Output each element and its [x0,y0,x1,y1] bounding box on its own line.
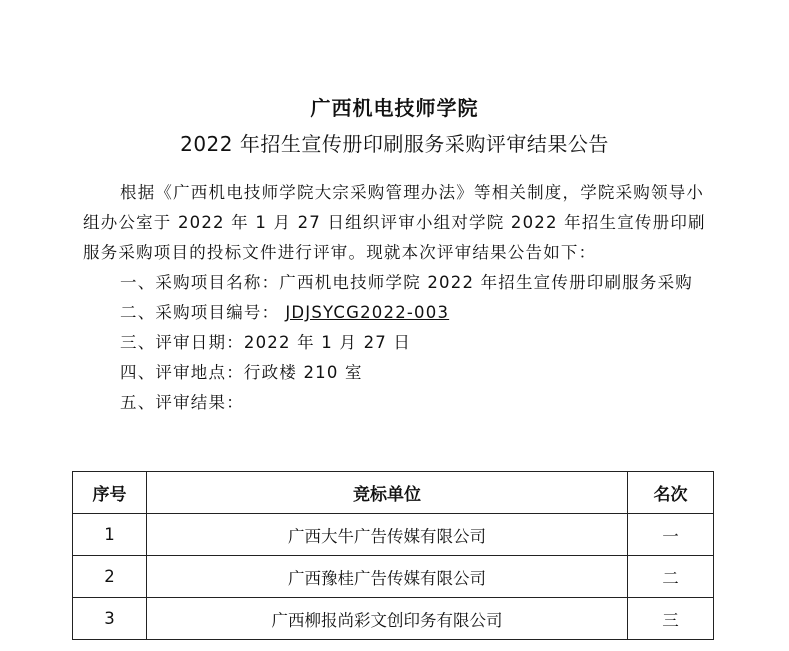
review-result-item: 五、评审结果： [120,393,244,412]
intro-paragraph: 根据《广西机电技师学院大宗采购管理办法》等相关制度，学院采购领导小组办公室于 2022 年 1 月 27 日组织评审小组对学院 2022 年招生宣传册印刷服务采购项目的投标文件进行评审。现就本次评审结果公告如下： [83,183,706,262]
header-rank: 名次 [628,472,714,514]
row-rank: 三 [628,598,714,640]
project-number-value: JDJSYCG2022-003 [285,303,450,322]
document-body [83,178,713,418]
results-table [72,471,714,640]
project-number-item [83,298,713,328]
table-row [73,556,714,598]
document-subtitle: 2022 年招生宣传册印刷服务采购评审结果公告 [180,132,609,156]
header-bidder: 竞标单位 [147,472,628,514]
row-bidder: 广西柳报尚彩文创印务有限公司 [147,598,628,640]
project-name-item: 一、采购项目名称：广西机电技师学院 2022 年招生宣传册印刷服务采购 [120,273,693,292]
row-bidder: 广西豫桂广告传媒有限公司 [147,556,628,598]
review-date-item: 三、评审日期：2022 年 1 月 27 日 [120,333,412,352]
row-seq: 1 [73,514,147,556]
row-bidder: 广西大牛广告传媒有限公司 [147,514,628,556]
project-number-label: 二、采购项目编号： [120,303,280,322]
document-title: 广西机电技师学院 [310,96,479,120]
row-rank: 一 [628,514,714,556]
table-row [73,598,714,640]
header-seq: 序号 [73,472,147,514]
review-location-item: 四、评审地点：行政楼 210 室 [120,363,363,382]
row-rank: 二 [628,556,714,598]
row-seq: 3 [73,598,147,640]
row-seq: 2 [73,556,147,598]
table-row [73,514,714,556]
table-header-row [73,472,714,514]
